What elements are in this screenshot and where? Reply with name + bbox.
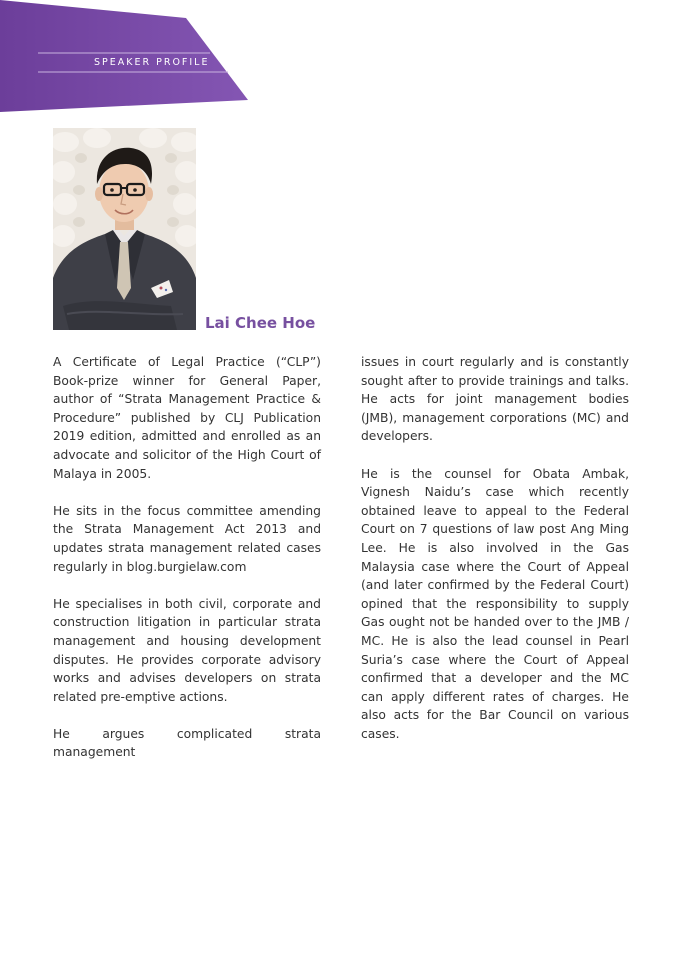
bio-column-right [361,353,629,743]
bio-paragraph: issues in court regularly and is constantly sought after to provide trainings and talks. He acts for joint management bodies (JMB), management corporations (MC) and developers. [361,355,629,444]
bio-column-left [53,353,321,762]
speaker-name: Lai Chee Hoe [205,314,316,332]
bio-paragraph: He sits in the focus committee amending the Strata Management Act 2013 and updates strata management related cases regularly in blog.burgielaw.com [53,503,321,574]
bio-paragraph: He specialises in both civil, corporate and construction litigation in particular strata management and housing development disputes. He provides corporate advisory works and advises developers on strata related pre-emptive actions. [53,596,321,704]
header-banner [0,0,250,112]
banner-shape [0,0,250,112]
bio-paragraph: He is the counsel for Obata Ambak, Vignesh Naidu’s case which recently obtained leave to appeal to the Federal Court on 7 questions of law post Ang Ming Lee. He is also involved in the Gas Malaysia case where the Court of Appeal (and later confirmed by the Federal Court) opined that the responsibility to supply Gas ought not be handed over to the JMB / MC. He is also the lead counsel in Pearl Suria’s case where the Court of Appeal confirmed that a developer and the MC can apply different rates of charges. He also acts for the Bar Council on various cases. [361,466,629,741]
section-label: SPEAKER PROFILE [94,57,210,68]
bio-paragraph: He argues complicated strata management [53,726,321,760]
speaker-photo [53,128,196,330]
bio-paragraph: A Certificate of Legal Practice (“CLP”) Book-prize winner for General Paper, author of “Strata Management Practice & Procedure” published by CLJ Publication 2019 edition, admitted and enrolled as an advocate and solicitor of the High Court of Malaya in 2005. [53,355,321,481]
